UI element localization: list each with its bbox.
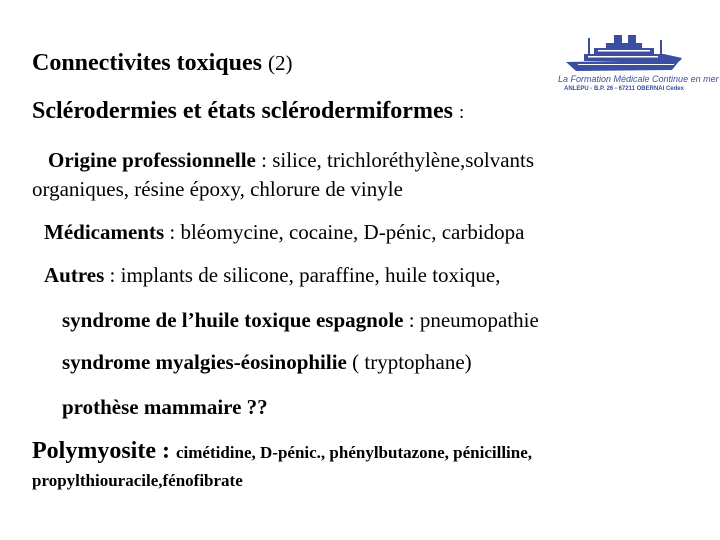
title-number: (2) <box>268 51 293 75</box>
ship-icon <box>558 30 690 74</box>
syndrome-huile-text: : pneumopathie <box>403 308 539 332</box>
section-heading <box>32 98 464 125</box>
polymyosite-drugs-cont: propylthiouracile,fénofibrate <box>32 471 243 490</box>
subtitle-text: Sclérodermies et états sclérodermiformes <box>32 98 453 124</box>
polymyosite-drugs: cimétidine, D-pénic., phénylbutazone, pénicilline, <box>175 443 533 462</box>
page-title <box>32 50 293 77</box>
syndrome-huile-label: syndrome de l’huile toxique espagnole <box>62 308 404 332</box>
title-text: Connectivites toxiques <box>32 50 262 76</box>
autres-text: : implants de silicone, paraffine, huile toxique, <box>104 263 501 287</box>
syndrome-myalgies-label: syndrome myalgies-éosinophilie <box>62 350 347 374</box>
origine-cont-line: organiques, résine époxy, chlorure de vinyle <box>32 177 403 201</box>
polymyosite-label: Polymyosite : <box>32 438 170 464</box>
polymyosite-line <box>32 438 532 465</box>
syndrome-myalgies-line <box>62 350 472 375</box>
medicaments-text: : bléomycine, cocaine, D-pénic, carbidopa <box>164 220 525 244</box>
syndrome-huile-line <box>62 308 539 333</box>
origine-line <box>48 148 534 173</box>
logo-address: ANLEPU - B.P. 26 - 67211 OBERNAI Cedex <box>564 86 684 92</box>
autres-line <box>44 263 500 288</box>
syndrome-myalgies-text: ( tryptophane) <box>346 350 472 374</box>
logo <box>558 30 719 102</box>
logo-tagline: La Formation Médicale Continue en mer <box>558 74 719 84</box>
medicaments-line <box>44 220 524 245</box>
origine-label: Origine professionnelle <box>48 148 256 172</box>
autres-label: Autres <box>44 263 105 287</box>
subtitle-colon: : <box>458 102 465 123</box>
origine-text: : silice, trichloréthylène,solvants <box>255 148 535 172</box>
prothese-line: prothèse mammaire ?? <box>62 395 268 419</box>
medicaments-label: Médicaments <box>44 220 165 244</box>
